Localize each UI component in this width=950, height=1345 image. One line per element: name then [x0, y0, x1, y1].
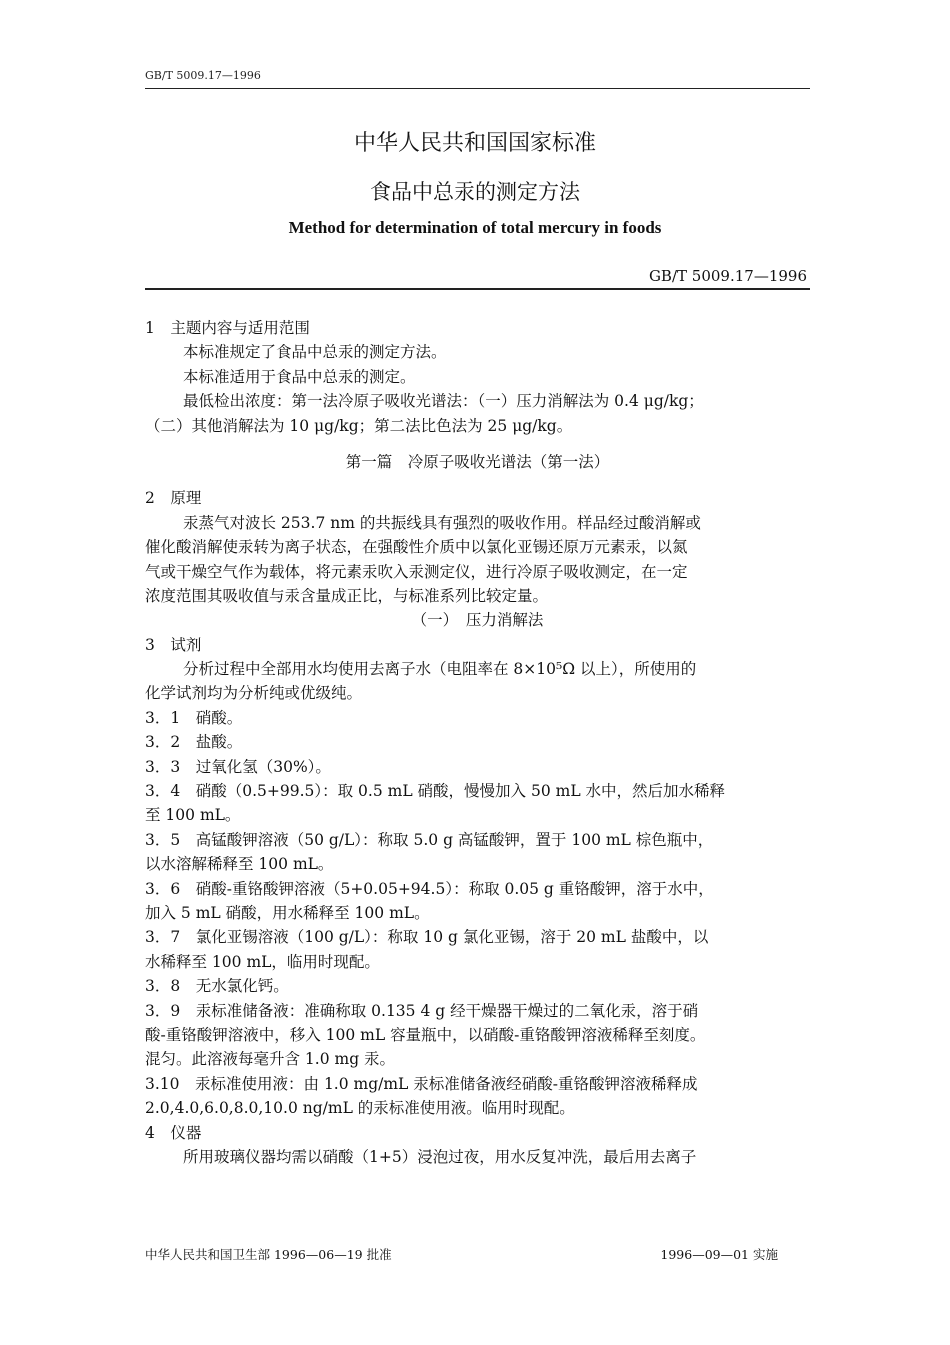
document-title-cn: 食品中总汞的测定方法 — [370, 180, 580, 204]
reagent-item: 3．4 硝酸（0.5+99.5）：取 0.5 mL 硝酸，慢慢加入 50 mL 水中，然后加水稀释 — [145, 782, 726, 801]
paragraph-line: 本标准适用于食品中总汞的测定。 — [183, 367, 416, 386]
reagent-item: 3．5 高锰酸钾溶液（50 g/L）：称取 5.0 g 高锰酸钾，置于 100 mL 棕色瓶中， — [145, 830, 714, 849]
section-heading: 4 仪器 — [145, 1123, 202, 1142]
header-rule — [145, 88, 810, 89]
title-rule — [145, 288, 810, 290]
document-title-en: Method for determination of total mercury in foods — [288, 218, 662, 237]
reagent-item: 3．2 盐酸。 — [145, 733, 243, 752]
reagent-item: 3．6 硝酸-重铬酸钾溶液（5+0.05+94.5）：称取 0.05 g 重铬酸钾，溶于水中， — [145, 879, 714, 898]
reagent-item: 3．7 氯化亚锡溶液（100 g/L）：称取 10 g 氯化亚锡，溶于 20 mL 盐酸中，以 — [145, 928, 709, 947]
reagent-item: 3．1 硝酸。 — [145, 708, 243, 727]
paragraph-line: 分析过程中全部用水均使用去离子水（电阻率在 8×10⁵Ω 以上），所使用的 — [183, 660, 697, 679]
reagent-item: 3．9 汞标准储备液：准确称取 0.135 4 g 经干燥器干燥过的二氧化汞，溶于硝 — [145, 1001, 699, 1020]
national-standard-title: 中华人民共和国国家标准 — [353, 131, 596, 156]
reagent-item-cont: 2.0,4.0,6.0,8.0,10.0 ng/mL 的汞标准使用液。临用时现配。 — [145, 1099, 575, 1118]
reagent-item: 3．3 过氧化氢（30%）。 — [145, 757, 331, 776]
reagent-item: 3．8 无水氯化钙。 — [145, 977, 289, 996]
paragraph-line: 催化酸消解使汞转为离子状态，在强酸性介质中以氯化亚锡还原万元素汞，以氮 — [145, 538, 688, 557]
header-code: GB/T 5009.17—1996 — [145, 69, 261, 82]
reagent-item-cont: 加入 5 mL 硝酸，用水稀释至 100 mL。 — [145, 903, 430, 922]
method-subheading: （一） 压力消解法 — [411, 611, 544, 630]
paragraph-line: 化学试剂均为分析纯或优级纯。 — [145, 684, 363, 703]
paragraph-line: 所用玻璃仪器均需以硝酸（1+5）浸泡过夜，用水反复冲洗，最后用去离子 — [183, 1147, 697, 1166]
reagent-item-cont: 至 100 mL。 — [145, 806, 241, 825]
paragraph-line: 气或干燥空气作为载体，将元素汞吹入汞测定仪，进行冷原子吸收测定，在一定 — [145, 562, 688, 581]
paragraph-line: 最低检出浓度：第一法冷原子吸收光谱法：（一）压力消解法为 0.4 μg/kg； — [183, 392, 704, 411]
standard-code: GB/T 5009.17—1996 — [648, 267, 807, 285]
reagent-item: 3.10 汞标准使用液：由 1.0 mg/mL 汞标准储备液经硝酸-重铬酸钾溶液稀释成 — [145, 1074, 698, 1093]
reagent-item-cont: 水稀释至 100 mL，临用时现配。 — [145, 952, 380, 971]
document-body — [145, 316, 810, 1169]
reagent-item-cont: 混匀。此溶液每毫升含 1.0 mg 汞。 — [145, 1050, 396, 1069]
paragraph-line: （二）其他消解法为 10 μg/kg；第二法比色法为 25 μg/kg。 — [145, 416, 573, 435]
paragraph-line: 本标准规定了食品中总汞的测定方法。 — [183, 343, 447, 362]
section-heading: 3 试剂 — [145, 635, 202, 654]
implementation-date: 1996—09—01 实施 — [660, 1247, 778, 1262]
paragraph-line: 汞蒸气对波长 253.7 nm 的共振线具有强烈的吸收作用。样品经过酸消解或 — [183, 513, 701, 532]
paragraph-line: 浓度范围其吸收值与汞含量成正比，与标准系列比较定量。 — [145, 586, 549, 605]
section-heading: 2 原理 — [145, 489, 202, 508]
section-heading: 1 主题内容与适用范围 — [145, 319, 310, 337]
approval-note: 中华人民共和国卫生部 1996—06—19 批准 — [145, 1247, 392, 1262]
reagent-item-cont: 以水溶解稀释至 100 mL。 — [145, 855, 334, 874]
reagent-item-cont: 酸-重铬酸钾溶液中，移入 100 mL 容量瓶中，以硝酸-重铬酸钾溶液稀释至刻度。 — [145, 1025, 706, 1044]
part-heading: 第一篇 冷原子吸收光谱法（第一法） — [345, 452, 610, 471]
